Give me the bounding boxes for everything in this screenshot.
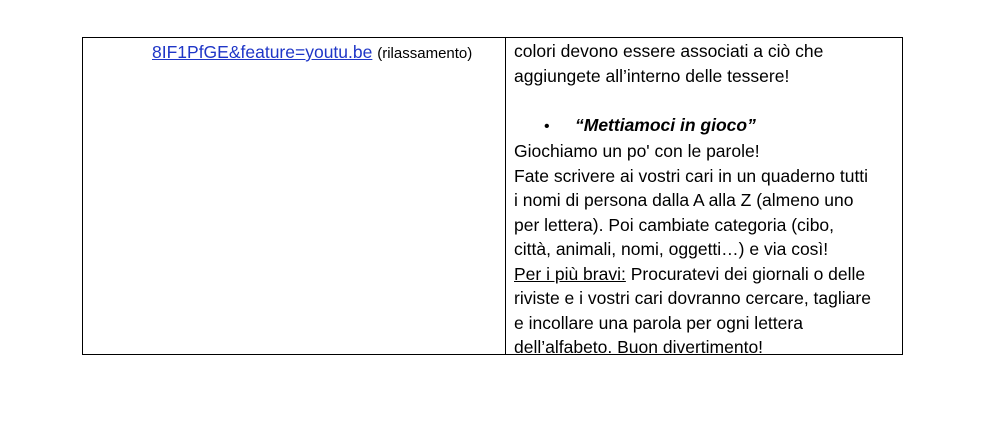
video-link[interactable]: 8IF1PfGE&feature=youtu.be xyxy=(152,42,373,62)
body-line-4: per lettera). Poi cambiate categoria (cibo, xyxy=(514,214,835,235)
highlight-line xyxy=(514,262,896,287)
video-link-line xyxy=(152,40,472,66)
intro-line-1: colori devono essere associati a ciò che xyxy=(514,41,824,61)
blank-line xyxy=(514,88,896,113)
body-line-3: i nomi di persona dalla A alla Z (almeno uno xyxy=(514,190,854,210)
highlight-text: Procuratevi dei giornali o delle xyxy=(625,263,866,284)
body-line-5: città, animali, nomi, oggetti…) e via così! xyxy=(514,239,829,259)
body-line-2: Fate scrivere ai vostri cari in un quaderno tutti xyxy=(514,165,869,186)
document-table xyxy=(82,37,903,355)
bullet-icon: • xyxy=(544,117,550,135)
bullet-item xyxy=(514,113,896,140)
intro-line-2: aggiungete all’interno delle tessere! xyxy=(514,65,790,86)
table-cell-left xyxy=(83,38,506,354)
closing-line-1: riviste e i vostri cari dovranno cercare, tagliare xyxy=(514,288,871,308)
link-note: (rilassamento) xyxy=(377,45,473,62)
bullet-title: “Mettiamoci in gioco” xyxy=(575,114,756,135)
table-cell-right xyxy=(506,38,902,357)
body-line-1: Giochiamo un po' con le parole! xyxy=(514,141,760,161)
closing-line-2: e incollare una parola per ogni lettera xyxy=(514,312,803,333)
closing-line-3: dell’alfabeto. Buon divertimento! xyxy=(514,337,764,357)
highlight-label: Per i più bravi: xyxy=(514,263,626,284)
